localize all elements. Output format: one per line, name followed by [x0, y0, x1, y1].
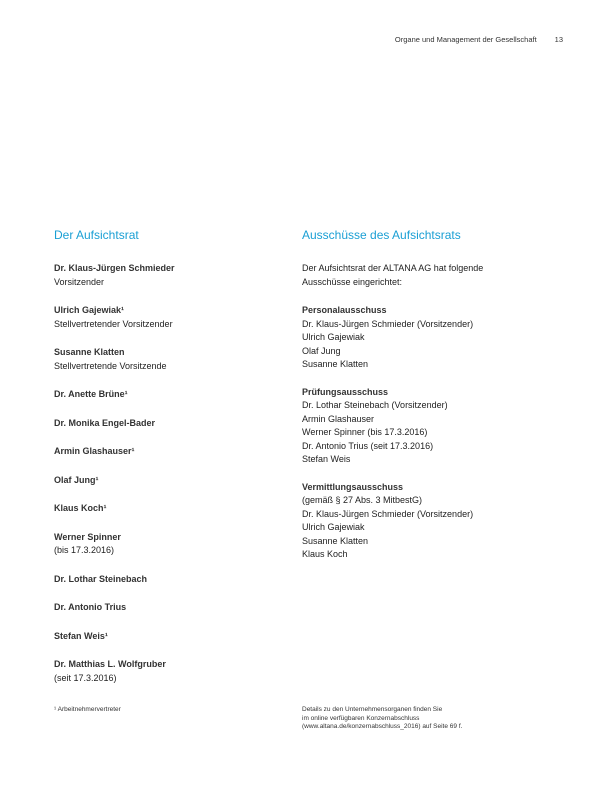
committee-title: Prüfungsausschuss [302, 386, 389, 397]
intro-line: Ausschüsse eingerichtet: [302, 276, 403, 287]
board-member [54, 601, 274, 615]
member-name: Klaus Koch¹ [54, 503, 107, 513]
member-name: Dr. Klaus-Jürgen Schmieder [54, 263, 175, 273]
member-name: Dr. Antonio Trius [54, 602, 127, 612]
footer-note-line: Details zu den Unternehmensorganen finden Sie [302, 706, 443, 713]
committee-member: Stefan Weis [302, 454, 351, 464]
supervisory-board-column [54, 228, 274, 700]
committee-member: Dr. Klaus-Jürgen Schmieder (Vorsitzender) [302, 508, 474, 519]
committee-title: Vermittlungsausschuss [302, 481, 404, 492]
footer-note [302, 706, 542, 732]
member-name: Dr. Monika Engel-Bader [54, 417, 156, 428]
committee-member: Ulrich Gajewiak [302, 332, 365, 342]
board-member [54, 445, 274, 459]
board-member [54, 262, 274, 289]
member-name: Olaf Jung¹ [54, 474, 99, 485]
footnote: ¹ Arbeitnehmervertreter [54, 706, 121, 713]
member-name: Werner Spinner [54, 531, 121, 542]
committee-member: Susanne Klatten [302, 359, 369, 369]
board-member [54, 531, 274, 558]
board-member [54, 630, 274, 644]
member-name: Armin Glashauser¹ [54, 446, 135, 456]
board-member [54, 388, 274, 402]
member-role: Stellvertretender Vorsitzender [54, 318, 173, 329]
member-name: Stefan Weis¹ [54, 630, 108, 641]
member-role: Vorsitzender [54, 276, 105, 287]
committee-member: Dr. Antonio Trius (seit 17.3.2016) [302, 440, 434, 451]
member-role: (seit 17.3.2016) [54, 672, 117, 683]
supervisory-board-heading: Der Aufsichtsrat [54, 228, 139, 242]
member-name: Dr. Lothar Steinebach [54, 573, 148, 584]
board-member [54, 304, 274, 331]
board-member [54, 658, 274, 685]
footer-note-line: (www.altana.de/konzernabschluss_2016) auf Seite 69 f. [302, 723, 463, 730]
member-name: Susanne Klatten [54, 347, 125, 357]
page-header [395, 35, 563, 44]
committee-list [302, 304, 562, 562]
member-name: Ulrich Gajewiak¹ [54, 305, 125, 315]
committee [302, 304, 562, 372]
committee-member: Dr. Klaus-Jürgen Schmieder (Vorsitzender) [302, 318, 474, 329]
committee-member: Susanne Klatten [302, 535, 369, 546]
member-name: Dr. Anette Brüne¹ [54, 389, 128, 399]
intro-line: Der Aufsichtsrat der ALTANA AG hat folgende [302, 263, 484, 273]
committees-column [302, 228, 562, 576]
board-member [54, 474, 274, 488]
committee-member: Werner Spinner (bis 17.3.2016) [302, 427, 428, 437]
board-member [54, 417, 274, 431]
member-role: (bis 17.3.2016) [54, 545, 115, 555]
member-name: Dr. Matthias L. Wolfgruber [54, 659, 166, 669]
board-member [54, 346, 274, 373]
footer-note-line: im online verfügbaren Konzernabschluss [302, 714, 420, 722]
committee-member: (gemäß § 27 Abs. 3 MitbestG) [302, 495, 423, 505]
committee-member: Olaf Jung [302, 345, 341, 356]
committee-member: Armin Glashauser [302, 413, 375, 424]
page-number: 13 [554, 35, 563, 44]
committees-intro [302, 262, 562, 289]
header-title: Organe und Management der Gesellschaft [394, 35, 537, 44]
member-role: Stellvertretende Vorsitzende [54, 360, 167, 371]
committee-member: Klaus Koch [302, 549, 348, 559]
committee [302, 386, 562, 467]
board-member [54, 502, 274, 516]
committee-title: Personalausschuss [302, 305, 387, 315]
committee-member: Dr. Lothar Steinebach (Vorsitzender) [302, 400, 448, 410]
committees-heading: Ausschüsse des Aufsichtsrats [302, 228, 461, 242]
committee-member: Ulrich Gajewiak [302, 522, 365, 532]
committee [302, 481, 562, 562]
board-member [54, 573, 274, 587]
member-list [54, 262, 274, 685]
